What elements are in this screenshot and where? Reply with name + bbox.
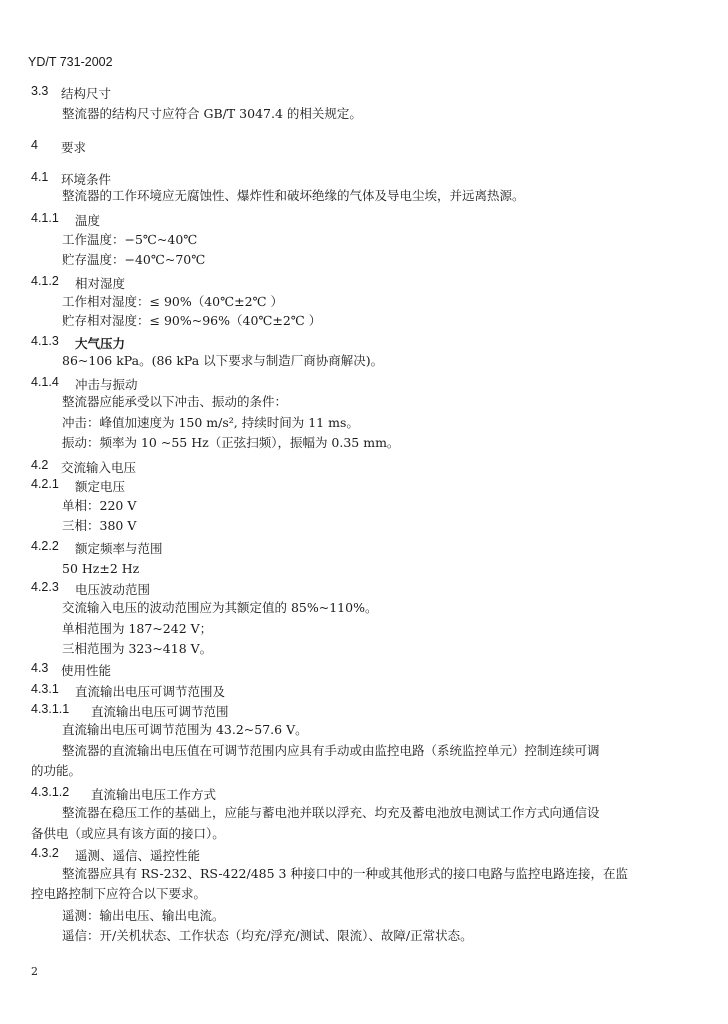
paragraph: 整流器的结构尺寸应符合 GB/T 3047.4 的相关规定。 — [62, 106, 362, 121]
section-title: 相对湿度 — [75, 276, 126, 291]
section-number: 4.3.1.1 — [31, 702, 70, 716]
section-title: 温度 — [75, 213, 101, 228]
paragraph-line: 50 Hz±2 Hz — [62, 561, 140, 576]
section-number: 4.3 — [31, 661, 49, 675]
paragraph-line: 贮存温度：−40℃~70℃ — [62, 252, 206, 267]
section-number: 4.2.1 — [31, 477, 59, 491]
section-title: 大气压力 — [75, 336, 126, 351]
paragraph-line: 单相范围为 187~242 V； — [62, 621, 213, 636]
section-number: 3.3 — [31, 84, 49, 98]
paragraph-line: 工作温度：−5℃~40℃ — [62, 232, 198, 247]
section-title: 结构尺寸 — [61, 86, 112, 101]
section-number: 4.1 — [31, 170, 49, 184]
paragraph: 整流器的工作环境应无腐蚀性、爆炸性和破坏绝缘的气体及导电尘埃，并远离热源。 — [62, 188, 525, 203]
section-title: 交流输入电压 — [61, 460, 137, 475]
paragraph-line: 遥信：开/关机状态、工作状态（均充/浮充/测试、限流）、故障/正常状态。 — [62, 928, 473, 943]
section-number: 4.2 — [31, 458, 49, 472]
section-number: 4.1.2 — [31, 274, 59, 288]
paragraph-line: 单相：220 V — [62, 498, 137, 513]
paragraph-line: 的功能。 — [31, 763, 82, 778]
section-number: 4.3.1.2 — [31, 785, 70, 799]
paragraph: 86~106 kPa。(86 kPa 以下要求与制造厂商协商解决)。 — [62, 353, 384, 368]
section-number: 4.3.1 — [31, 682, 59, 696]
section-title: 环境条件 — [61, 172, 112, 187]
section-title: 直流输出电压工作方式 — [91, 787, 217, 802]
paragraph-line: 整流器应能承受以下冲击、振动的条件： — [62, 394, 288, 409]
section-title: 遥测、遥信、遥控性能 — [75, 848, 201, 863]
section-title: 直流输出电压可调节范围 — [91, 704, 229, 719]
paragraph-line: 三相范围为 323~418 V。 — [62, 641, 213, 656]
paragraph-line: 贮存相对湿度：≤ 90%~96%（40℃±2℃ ） — [62, 313, 322, 328]
paragraph-line: 三相：380 V — [62, 518, 137, 533]
paragraph-line: 冲击：峰值加速度为 150 m/s², 持续时间为 11 ms。 — [62, 415, 359, 430]
section-title: 直流输出电压可调节范围及 — [75, 684, 226, 699]
paragraph-line: 遥测：输出电压、输出电流。 — [62, 908, 225, 923]
paragraph-line: 备供电（或应具有该方面的接口）。 — [31, 826, 225, 841]
document-header: YD/T 731-2002 — [28, 55, 113, 69]
section-number: 4.3.2 — [31, 846, 59, 860]
section-number: 4 — [31, 138, 38, 152]
section-number: 4.1.3 — [31, 334, 59, 348]
section-title: 使用性能 — [61, 663, 112, 678]
paragraph-line: 工作相对湿度：≤ 90%（40℃±2℃ ） — [62, 294, 284, 309]
paragraph-line: 整流器在稳压工作的基础上，应能与蓄电池并联以浮充、均充及蓄电池放电测试工作方式向通信设 — [62, 805, 600, 820]
section-title: 要求 — [61, 140, 87, 155]
paragraph-line: 振动：频率为 10 ~55 Hz（正弦扫频），振幅为 0.35 mm。 — [62, 435, 400, 450]
section-number: 4.2.3 — [31, 580, 59, 594]
paragraph-line: 控电路控制下应符合以下要求。 — [31, 886, 207, 901]
section-title: 冲击与振动 — [75, 377, 138, 392]
paragraph-line: 整流器应具有 RS-232、RS-422/485 3 种接口中的一种或其他形式的接口电路与监控电路连接，在监 — [62, 866, 628, 881]
section-number: 4.1.4 — [31, 375, 59, 389]
section-title: 额定电压 — [75, 479, 126, 494]
paragraph-line: 整流器的直流输出电压值在可调节范围内应具有手动或由监控电路（系统监控单元）控制连续可调 — [62, 743, 600, 758]
section-number: 4.1.1 — [31, 211, 59, 225]
section-title: 电压波动范围 — [75, 582, 151, 597]
paragraph-line: 交流输入电压的波动范围应为其额定值的 85%~110%。 — [62, 600, 378, 615]
section-number: 4.2.2 — [31, 539, 59, 553]
paragraph-line: 直流输出电压可调节范围为 43.2~57.6 V。 — [62, 722, 308, 737]
section-title: 额定频率与范围 — [75, 541, 163, 556]
page-number: 2 — [31, 965, 38, 978]
